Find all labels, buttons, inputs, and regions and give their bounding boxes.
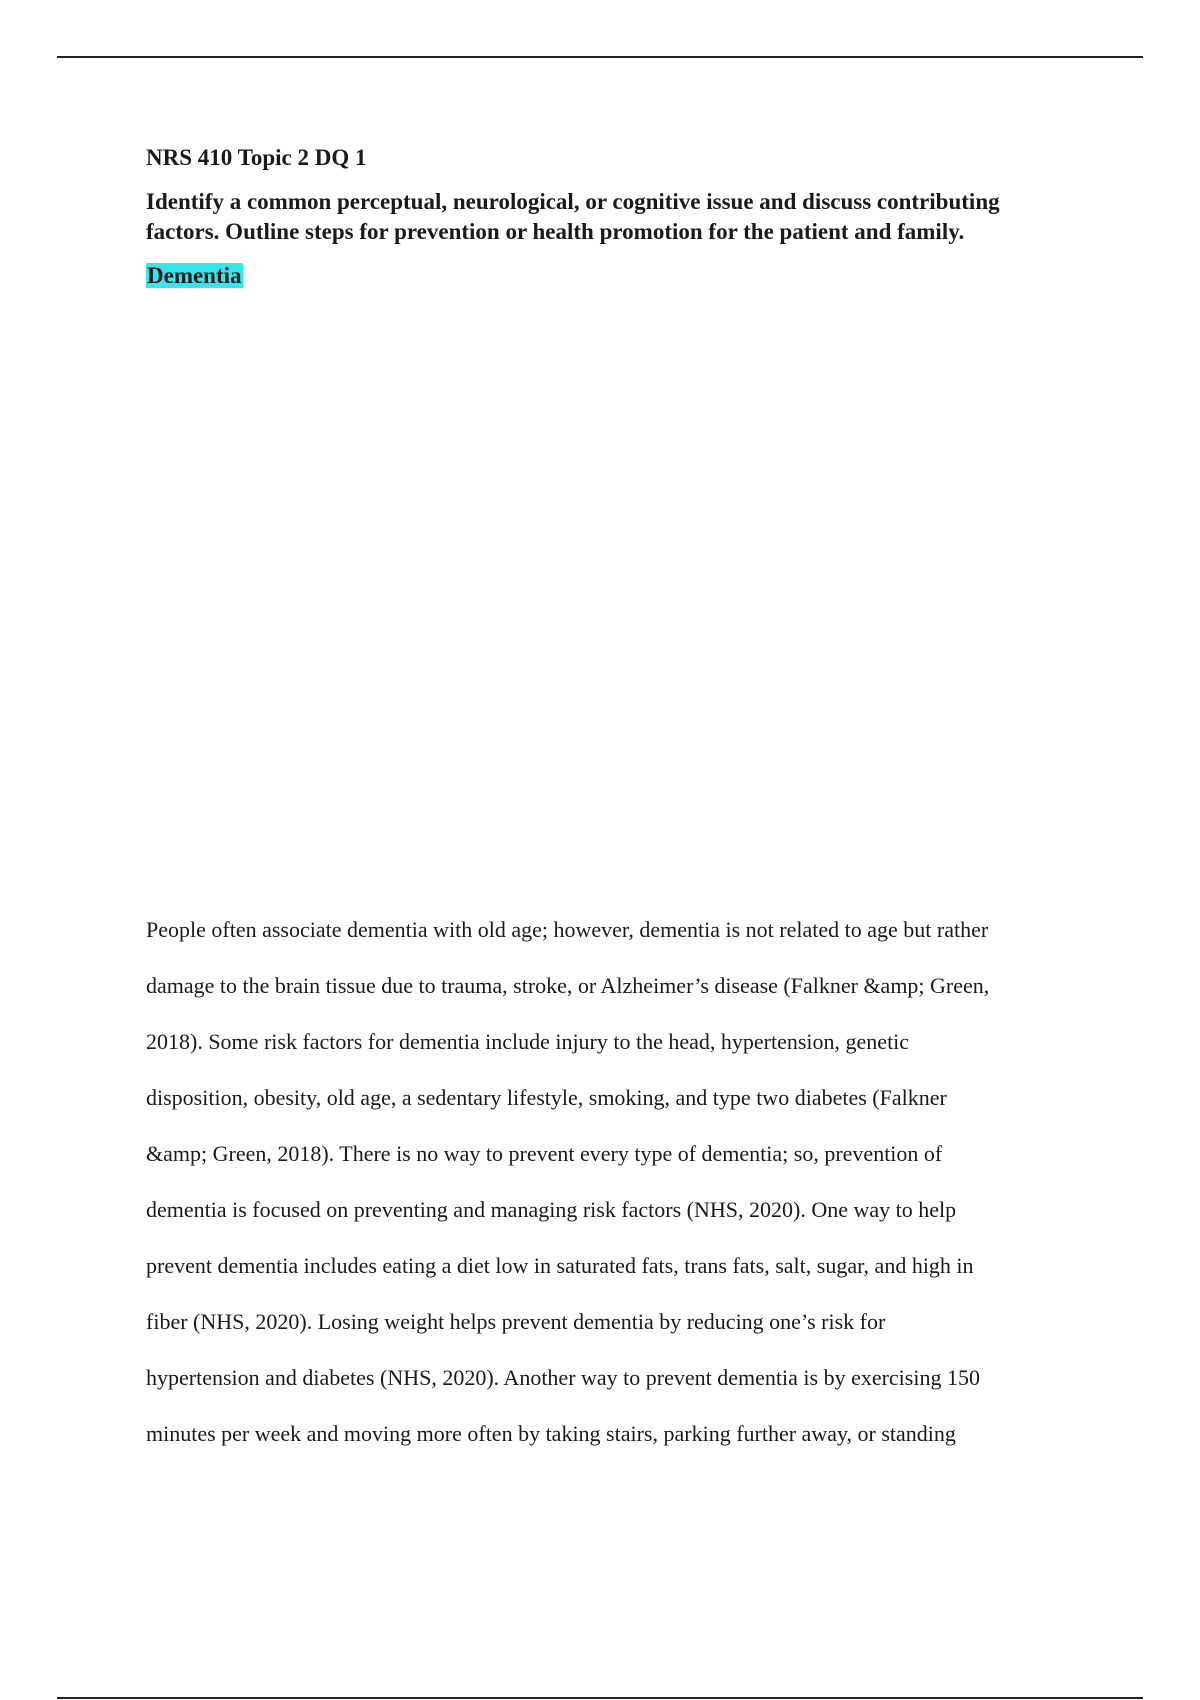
body-line: fiber (NHS, 2020). Losing weight helps prevent dementia by reducing one’s risk for <box>146 1309 886 1334</box>
topic-heading <box>146 261 1086 291</box>
body-line: hypertension and diabetes (NHS, 2020). Another way to prevent dementia is by exercising 150 <box>146 1365 980 1390</box>
body-line: People often associate dementia with old age; however, dementia is not related to age but rather <box>146 917 989 942</box>
body-line: minutes per week and moving more often by taking stairs, parking further away, or standing <box>146 1421 956 1446</box>
document-title: NRS 410 Topic 2 DQ 1 <box>146 145 367 170</box>
body-line: disposition, obesity, old age, a sedentary lifestyle, smoking, and type two diabetes (Falkner <box>146 1085 947 1110</box>
body-line: &amp; Green, 2018). There is no way to prevent every type of dementia; so, prevention of <box>146 1141 943 1166</box>
discussion-prompt <box>146 187 1086 247</box>
prompt-line: factors. Outline steps for prevention or health promotion for the patient and family. <box>146 219 965 244</box>
top-page-rule <box>57 56 1143 58</box>
document-header <box>146 143 1086 291</box>
prompt-line: Identify a common perceptual, neurological, or cognitive issue and discuss contributing <box>146 189 1000 214</box>
body-line: dementia is focused on preventing and managing risk factors (NHS, 2020). One way to help <box>146 1197 957 1222</box>
body-line: prevent dementia includes eating a diet low in saturated fats, trans fats, salt, sugar, and high in <box>146 1253 974 1278</box>
body-line: damage to the brain tissue due to trauma, stroke, or Alzheimer’s disease (Falkner &amp; Green, <box>146 973 990 998</box>
highlighted-topic: Dementia <box>147 263 242 288</box>
body-line: 2018). Some risk factors for dementia include injury to the head, hypertension, genetic <box>146 1029 910 1054</box>
bottom-page-rule <box>57 1697 1143 1699</box>
body-paragraph <box>146 916 1106 1476</box>
